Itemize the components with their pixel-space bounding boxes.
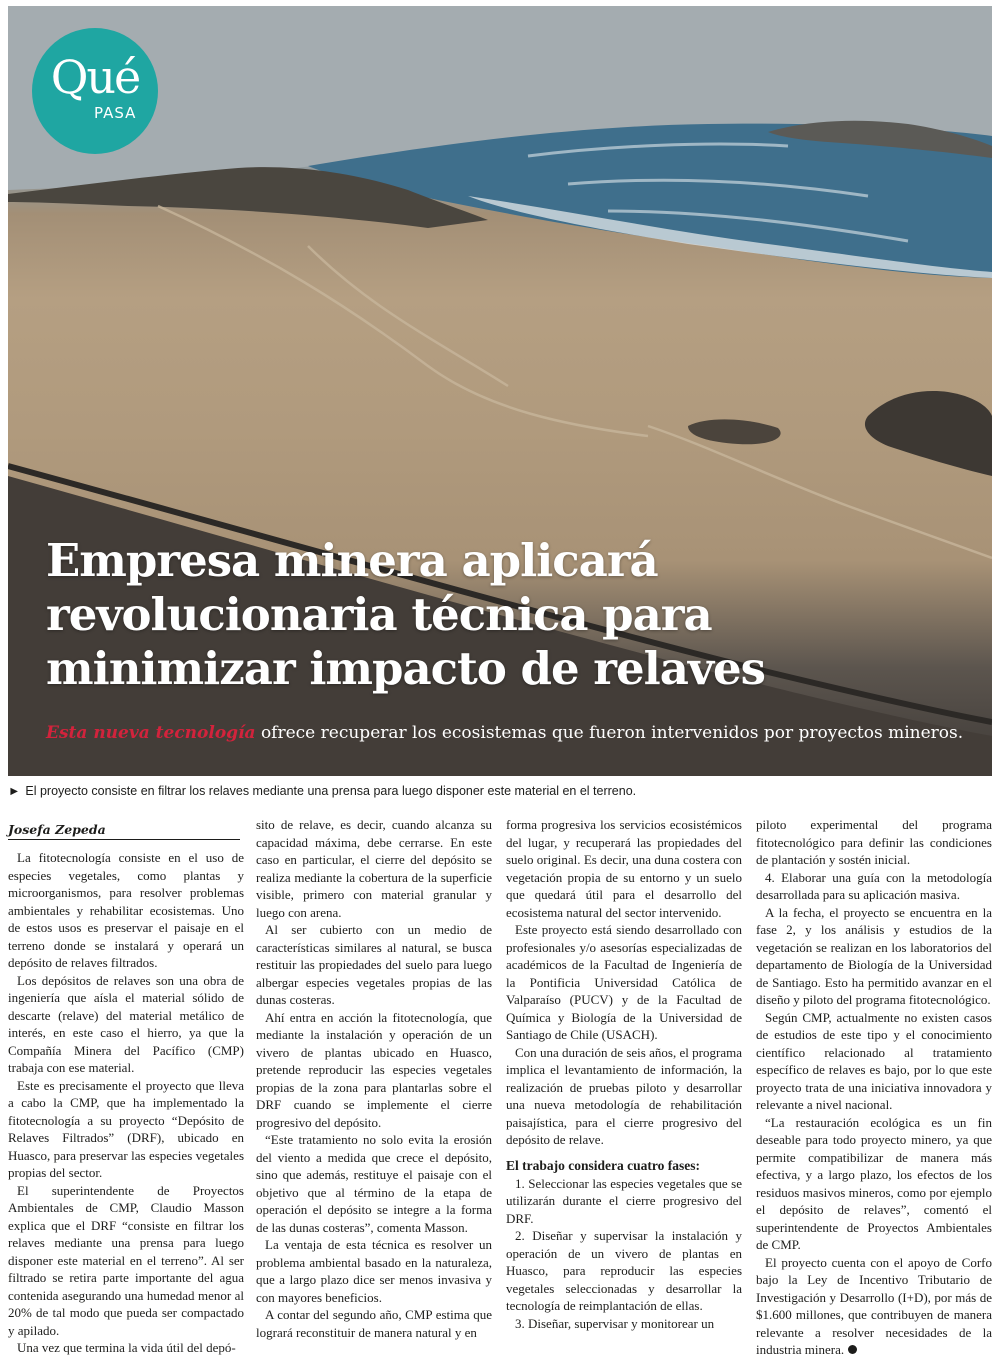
paragraph: La ventaja de esta técnica es resolver un problema ambiental basado en la naturaleza, que a largo plazo dice ser menos invasiva y con mayores beneficios.: [256, 1237, 492, 1305]
que-pasa-badge: [32, 28, 158, 154]
author-byline: Josefa Zepeda: [8, 822, 240, 840]
paragraph: piloto experimental del programa fitotecnológico para definir las condiciones de plantación y sostén inicial.: [756, 817, 992, 867]
paragraph: Con una duración de seis años, el programa implica el levantamiento de información, la realización de pruebas piloto y desarrollar una nueva metodología de rehabilitación paisajística, para el cierre progresivo del depósito de relave.: [506, 1044, 742, 1147]
caption-text: El proyecto consiste en filtrar los relaves mediante una prensa para luego disponer este material en el terreno.: [25, 784, 637, 798]
paragraph: Este proyecto está siendo desarrollado con profesionales y/o asesorías especializadas de académicos de la Facultad de Ingeniería de la Pontificia Universidad Católica de Valparaíso (PUCV) y de la Facultad de Química y Biología de la Universidad de Santiago de Chile (USACH).: [506, 922, 742, 1042]
paragraph: Este es precisamente el proyecto que lleva a cabo la CMP, que ha implementado la fitotecnología a su proyecto “Depósito de Relaves Filtrados” (DRF), ubicado en Huasco, para preservar las especies vegetales propias del sector.: [8, 1077, 244, 1180]
paragraph: forma progresiva los servicios ecosistémicos del lugar, y recuperará las propiedades del suelo original. Es decir, una duna costera con vegetación propia de su entorno y un suelo que quedará útil para el desarrollo del ecosistema natural del sector intervenido.: [506, 817, 742, 920]
shrub-patch: [688, 419, 781, 444]
subhead-accent: Esta nueva tecnología: [46, 723, 256, 743]
subhead-rest: ofrece recuperar los ecosistemas que fueron intervenidos por proyectos mineros.: [255, 723, 964, 743]
photo-caption: [8, 784, 992, 798]
paragraph: A la fecha, el proyecto se encuentra en la fase 2, y los análisis y estudios de la vegetación se realizan en los laboratorios del departamento de Biología de la Universidad de Santiago. Esto ha permitido avanzar en el diseño y piloto del programa fitotecnológico.: [756, 904, 992, 1007]
section-heading: El trabajo considera cuatro fases:: [506, 1157, 700, 1173]
paragraph: A contar del segundo año, CMP estima que logrará reconstituir de manera natural y en: [256, 1307, 492, 1340]
hero-photo: [8, 6, 992, 776]
paragraph: Una vez que termina la vida útil del depó-: [17, 1340, 236, 1355]
paragraph: Al ser cubierto con un medio de características similares al natural, se busca restituir las propiedades del suelo para luego albergar especies vegetales propias de las dunas costeras.: [256, 922, 492, 1007]
article-headline: Empresa minera aplicará revolucionaria técnica para minimizar impacto de relaves: [46, 534, 765, 695]
article-column-4: [756, 816, 992, 1359]
article-subhead: [46, 722, 986, 744]
closing-paragraph-text: El proyecto cuenta con el apoyo de Corfo bajo la Ley de Incentivo Tributario de Investigación y Desarrollo (I+D), por más de $1.600 millones, que contribuyen de manera relevante a resolver necesidades de la industria minera.: [756, 1254, 992, 1357]
badge-subtitle: PASA: [94, 104, 137, 122]
paragraph: Según CMP, actualmente no existen casos de estudios de este tipo y el conocimiento científico relacionado al tratamiento específico de relaves es bajo, por lo que este proyecto trata de una iniciativa innovadora y relevante a nivel nacional.: [756, 1009, 992, 1112]
list-item: 2. Diseñar y supervisar la instalación y operación de un vivero de plantas en Huasco, para reproducir las especies vegetales seleccionadas y desarrollar la tecnología de reimplantación de ellas.: [506, 1228, 742, 1313]
list-item: 1. Seleccionar las especies vegetales que se utilizarán durante el cierre progresivo del DRF.: [506, 1175, 742, 1226]
paragraph: “Este tratamiento no solo evita la erosión del viento a medida que crece el depósito, sino que además, restituye el paisaje con el objetivo que al término de la etapa de operación el depósito se integre a la forma de las dunas costeras”, comenta Masson.: [256, 1132, 492, 1235]
paragraph: “La restauración ecológica es un fin deseable para todo proyecto minero, ya que permite compatibilizar de manera más efectiva, y a largo plazo, los efectos de los residuos masivos mineros, como por ejemplo el depósito de relaves”, comentó el superintendente de Proyectos Ambientales de CMP.: [756, 1114, 992, 1252]
paragraph: La fitotecnología consiste en el uso de especies vegetales, como plantas y microorganismos, para resolver problemas ambientales y rehabilitar ecosistemas. Uno de estos usos es preservar el paisaje en el terreno donde se instalará y operará un depósito de relaves filtrados.: [8, 850, 244, 970]
article-column-3: [506, 816, 742, 1332]
article-column-1: [8, 849, 244, 1357]
badge-title: Qué: [50, 50, 140, 104]
paragraph: El superintendente de Proyectos Ambientales de CMP, Claudio Masson explica que el DRF “consiste en filtrar los relaves mediante una prensa para luego disponer este material en el terreno”. Al ser filtrado se retira parte importante del agua contenida asegurando una humedad menor al 20% de tal modo que pueda ser compactado y apilado.: [8, 1182, 244, 1338]
end-of-article-dot-icon: [848, 1345, 857, 1354]
paragraph: Ahí entra en acción la fitotecnología, que mediante la instalación y operación de un vivero de plantas ubicado en Huasco, pretende reproducir las especies vegetales propias de la zona para plantarlas sobre el DRF cuando se implemente el cierre progresivo del depósito.: [256, 1009, 492, 1130]
paragraph: [756, 1254, 992, 1359]
article-column-2: [256, 816, 492, 1341]
caption-marker: ►: [8, 784, 21, 798]
list-item: 4. Elaborar una guía con la metodología desarrollada para su aplicación masiva.: [756, 869, 992, 902]
list-item: 3. Diseñar, supervisar y monitorear un: [515, 1315, 715, 1331]
paragraph: Los depósitos de relaves son una obra de ingeniería que aísla el material sólido de descarte (relave) del material metálico de interés, en este caso el hierro, ya que la Compañía Minera del Pacífico (CMP) trabaja con ese material.: [8, 972, 244, 1075]
paragraph: sito de relave, es decir, cuando alcanza su capacidad máxima, debe cerrarse. En este caso en particular, el cierre del depósito se realiza mediante la cobertura de la superficie visible, primero con material granular y luego con arena.: [256, 817, 492, 920]
rock-outcrop-right: [865, 391, 992, 476]
